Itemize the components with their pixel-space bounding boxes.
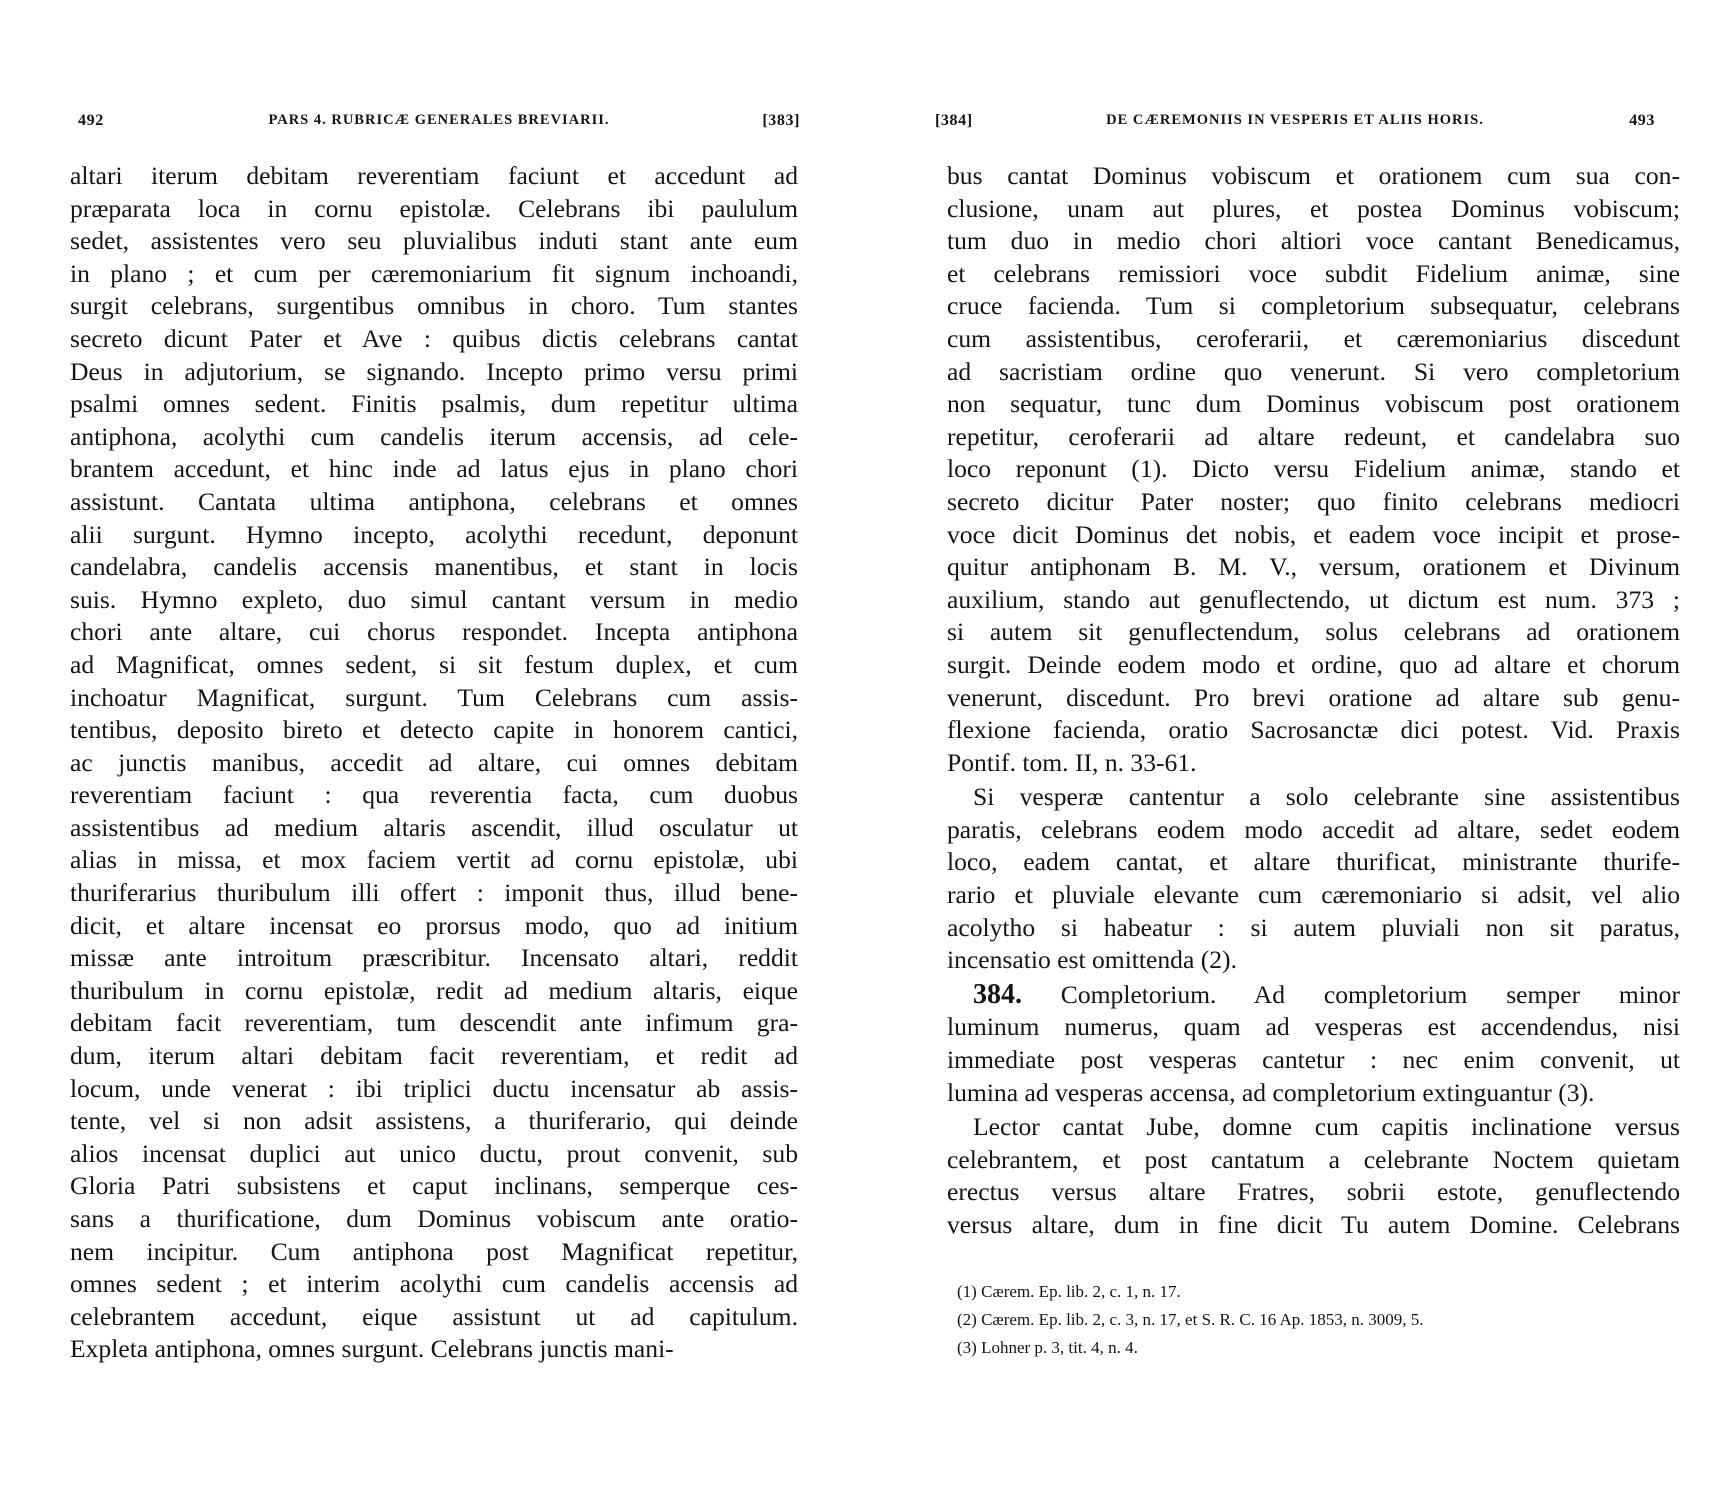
text-line: debitam facit reverentiam, tum descendit ante infimum gra- (70, 1008, 798, 1038)
text-line: Expleta antiphona, omnes surgunt. Celebrans junctis mani- (70, 1334, 674, 1364)
text-line: loco, eadem cantat, et altare thurificat, ministrante thurife- (947, 847, 1680, 877)
text-line: secreto dicitur Pater noster; quo finito celebrans mediocri (947, 486, 1680, 516)
text-line: si autem sit genuflectendum, solus celebrans ad orationem (947, 617, 1680, 647)
text-line: flexione facienda, oratio Sacrosanctæ dici potest. Vid. Praxis (947, 715, 1680, 745)
text-line: tum duo in medio chori altiori voce cantant Benedicamus, (947, 226, 1680, 256)
text-line: Si vesperæ cantentur a solo celebrante sine assistentibus (973, 782, 1680, 812)
text-line: antiphona, acolythi cum candelis iterum accensis, ad cele- (70, 421, 798, 451)
text-line: ad Magnificat, omnes sedent, si sit festum duplex, et cum (70, 649, 798, 679)
right-body-text (947, 160, 1680, 1242)
text-line: et celebrans remissiori voce subdit Fidelium animæ, sine (947, 258, 1680, 288)
text-line: chori ante altare, cui chorus respondet. Incepta antiphona (70, 617, 798, 647)
text-line: inchoatur Magnificat, surgunt. Tum Celebrans cum assis- (70, 682, 798, 712)
running-head-title-right: DE CÆREMONIIS IN VESPERIS ET ALIIS HORIS. (1106, 112, 1484, 128)
text-line: nem incipitur. Cum antiphona post Magnificat repetitur, (70, 1236, 798, 1266)
text-line: sedet, assistentes vero seu pluvialibus induti stant ante eum (70, 226, 798, 256)
text-line: præparata loca in cornu epistolæ. Celebrans ibi paululum (70, 193, 798, 223)
running-head-title-left: PARS 4. RUBRICÆ GENERALES BREVIARII. (268, 112, 610, 128)
text-line: secreto dicunt Pater et Ave : quibus dictis celebrans cantat (70, 323, 798, 353)
text-line: loco reponunt (1). Dicto versu Fidelium animæ, stando et (947, 454, 1680, 484)
text-line: alias in missa, et mox faciem vertit ad cornu epistolæ, ubi (70, 845, 798, 875)
text-line: thuriferarius thuribulum illi offert : imponit thus, illud bene- (70, 878, 798, 908)
footnote: (3) Lohner p. 3, tit. 4, n. 4. (957, 1338, 1138, 1357)
text-line: thuribulum in cornu epistolæ, redit ad medium altaris, eique (70, 975, 798, 1005)
text-line: ad sacristiam ordine quo venerunt. Si vero completorium (947, 356, 1680, 386)
running-head-left (78, 112, 800, 134)
text-line: assistunt. Cantata ultima antiphona, celebrans et omnes (70, 486, 798, 516)
paragraph-number: 384. (973, 978, 1022, 1010)
text-line: versus altare, dum in fine dicit Tu autem Domine. Celebrans (947, 1210, 1680, 1239)
text-line: tentibus, deposito bireto et detecto capite in honorem cantici, (70, 715, 798, 745)
page-number-left: 492 (78, 112, 104, 129)
text-line: surgit celebrans, surgentibus omnibus in choro. Tum stantes (70, 291, 798, 321)
text-line: auxilium, stando aut genuflectendo, ut dictum est num. 373 ; (947, 584, 1680, 614)
text-line: omnes sedent ; et interim acolythi cum candelis accensis ad (70, 1269, 798, 1299)
text-line: alii surgunt. Hymno incepto, acolythi recedunt, deponunt (70, 519, 798, 549)
text-line: venerunt, discedunt. Pro brevi oratione ad altare sub genu- (947, 682, 1680, 712)
text-line: alios incensat duplici aut unico ductu, prout convenit, sub (70, 1138, 798, 1168)
text-line: immediate post vesperas cantetur : nec enim convenit, ut (947, 1045, 1680, 1075)
paragraph-text: Completorium. Ad completorium semper minor (1022, 979, 1680, 1009)
text-line: reverentiam faciunt : qua reverentia facta, cum duobus (70, 780, 798, 810)
text-line: altari iterum debitam reverentiam faciunt et accedunt ad (70, 161, 798, 190)
text-line: surgit. Deinde eodem modo et ordine, quo ad altare et chorum (947, 649, 1680, 679)
text-line: voce dicit Dominus det nobis, et eadem voce incipit et prose- (947, 519, 1680, 549)
text-line: suis. Hymno expleto, duo simul cantant versum in medio (70, 584, 798, 614)
text-line: tente, vel si non adsit assistens, a thuriferario, qui deinde (70, 1106, 798, 1136)
text-line: Lector cantat Jube, domne cum capitis inclinatione versus (973, 1112, 1680, 1142)
text-line: repetitur, ceroferarii ad altare redeunt, et candelabra suo (947, 421, 1680, 451)
section-ref-right: [384] (935, 112, 973, 129)
text-line: acolytho si habeatur : si autem pluviali non sit paratus, (947, 912, 1680, 942)
text-line: dicit, et altare incensat eo prorsus modo, quo ad initium (70, 910, 798, 940)
text-line: brantem accedunt, et hinc inde ad latus ejus in plano chori (70, 454, 798, 484)
text-line: dum, iterum altari debitam facit reverentiam, et redit ad (70, 1041, 798, 1071)
text-line: paratis, celebrans eodem modo accedit ad altare, sedet eodem (947, 814, 1680, 844)
text-line: locum, unde venerat : ibi triplici ductu incensatur ab assis- (70, 1073, 798, 1103)
footnotes (957, 1278, 1597, 1362)
text-line: sans a thurificatione, dum Dominus vobiscum ante oratio- (70, 1204, 798, 1233)
text-line: lumina ad vesperas accensa, ad completorium extinguantur (3). (947, 1077, 1595, 1107)
footnote: (2) Cærem. Ep. lib. 2, c. 3, n. 17, et S. R. C. 16 Ap. 1853, n. 3009, 5. (957, 1310, 1424, 1329)
text-line: Deus in adjutorium, se signando. Incepto primo versu primi (70, 356, 798, 386)
text-line (947, 979, 1680, 1012)
text-line: celebrantem accedunt, eique assistunt ut ad capitulum. (70, 1301, 798, 1331)
text-line: bus cantat Dominus vobiscum et orationem cum sua con- (947, 161, 1680, 190)
text-line: clusione, unam aut plures, et postea Dominus vobiscum; (947, 193, 1680, 223)
text-line: incensatio est omittenda (2). (947, 945, 1237, 975)
page-number-right: 493 (1629, 112, 1655, 129)
text-line: quitur antiphonam B. M. V., versum, orationem et Divinum (947, 552, 1680, 582)
text-line: luminum numerus, quam ad vesperas est accendendus, nisi (947, 1012, 1680, 1042)
text-line: in plano ; et cum per cæremoniarium fit signum inchoandi, (70, 258, 798, 288)
text-line: Gloria Patri subsistens et caput inclinans, semperque ces- (70, 1171, 798, 1201)
footnote: (1) Cærem. Ep. lib. 2, c. 1, n. 17. (957, 1282, 1181, 1301)
text-line: cum assistentibus, ceroferarii, et cæremoniarius discedunt (947, 323, 1680, 353)
text-line: ac junctis manibus, accedit ad altare, cui omnes debitam (70, 747, 798, 777)
right-page (867, 0, 1734, 1500)
text-line: erectus versus altare Fratres, sobrii estote, genuflectendo (947, 1177, 1680, 1207)
text-line: assistentibus ad medium altaris ascendit, illud osculatur ut (70, 812, 798, 842)
section-ref-left: [383] (762, 112, 800, 129)
text-line: missæ ante introitum præscribitur. Incensato altari, reddit (70, 943, 798, 973)
text-line: celebrantem, et post cantatum a celebrante Noctem quietam (947, 1144, 1680, 1174)
text-line: Pontif. tom. II, n. 33-61. (947, 747, 1197, 777)
running-head-right (935, 112, 1655, 134)
text-line: cruce facienda. Tum si completorium subsequatur, celebrans (947, 291, 1680, 321)
text-line: candelabra, candelis accensis manentibus, et stant in locis (70, 552, 798, 582)
text-line: psalmi omnes sedent. Finitis psalmis, dum repetitur ultima (70, 389, 798, 419)
left-body-text (70, 160, 798, 1366)
text-line: non sequatur, tunc dum Dominus vobiscum post orationem (947, 389, 1680, 419)
text-line: rario et pluviale elevante cum cæremoniario si adsit, vel alio (947, 880, 1680, 910)
